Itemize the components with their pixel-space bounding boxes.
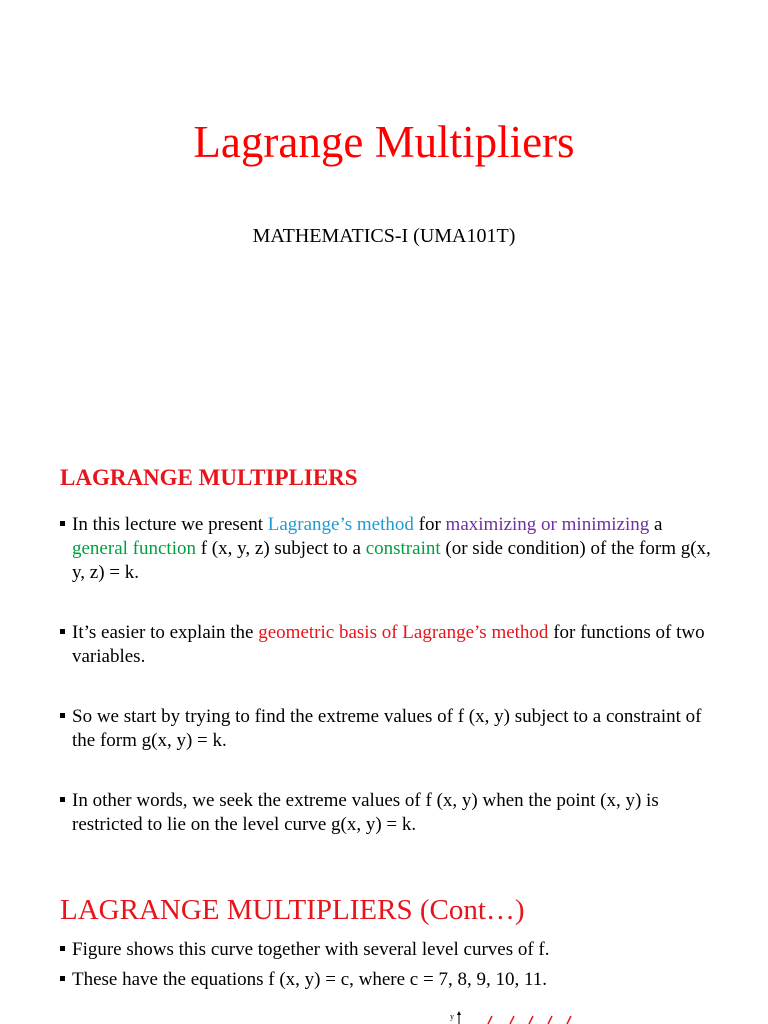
highlight-geometric-basis: geometric basis of Lagrange’s method <box>258 622 549 643</box>
level-curve <box>567 1016 571 1024</box>
title-slide <box>0 0 768 440</box>
cont-slide <box>0 872 768 1024</box>
intro-slide <box>0 440 768 872</box>
highlight-constraint: constraint <box>365 538 441 559</box>
figure-axis-label: y <box>450 1012 454 1021</box>
bullet-square-icon <box>60 976 65 981</box>
section-heading: LAGRANGE MULTIPLIERS (Cont…) <box>60 894 525 926</box>
bullet-text: for <box>413 514 446 535</box>
bullet-text: So we start by trying to find the extreme values of f (x, y) subject to a constraint of the form g(x, y) = k. <box>72 706 702 751</box>
section-heading: LAGRANGE MULTIPLIERS <box>60 465 358 490</box>
bullet-text: In this lecture we present <box>72 514 268 535</box>
bullet-item <box>60 513 720 585</box>
bullet-square-icon <box>60 946 65 951</box>
bullet-item <box>60 968 720 992</box>
bullet-square-icon <box>60 797 65 802</box>
y-axis-arrow-icon <box>457 1011 461 1015</box>
level-curves-figure <box>440 1010 590 1024</box>
bullet-item <box>60 938 720 962</box>
level-curve <box>548 1016 552 1024</box>
level-curve <box>529 1016 533 1024</box>
highlight-general-function: general function <box>72 538 196 559</box>
bullet-square-icon <box>60 629 65 634</box>
bullet-text: It’s easier to explain the <box>72 622 259 643</box>
bullet-text: a <box>649 514 663 535</box>
page-title: Lagrange Multipliers <box>193 117 575 167</box>
bullet-item <box>60 621 720 669</box>
bullet-text: for functions of two variables. <box>72 622 705 667</box>
bullet-text: (or side condition) of the form g(x, y, z) = k. <box>72 538 711 583</box>
bullet-text: Figure shows this curve together with several level curves of f. <box>72 939 550 960</box>
bullet-square-icon <box>60 713 65 718</box>
highlight-maximizing: maximizing or minimizing <box>445 514 650 535</box>
highlight-lagrange-method: Lagrange’s method <box>267 514 414 535</box>
level-curve <box>488 1016 492 1024</box>
bullet-text: These have the equations f (x, y) = c, where c = 7, 8, 9, 10, 11. <box>72 969 547 990</box>
bullet-item <box>60 789 720 837</box>
bullet-text: In other words, we seek the extreme values of f (x, y) when the point (x, y) is restricted to lie on the level curve g(x, y) = k. <box>72 790 659 835</box>
course-subtitle: MATHEMATICS-I (UMA101T) <box>252 225 516 247</box>
level-curve <box>510 1016 514 1024</box>
bullet-text: f (x, y, z) subject to a <box>195 538 366 559</box>
bullet-square-icon <box>60 521 65 526</box>
bullet-item <box>60 705 720 753</box>
